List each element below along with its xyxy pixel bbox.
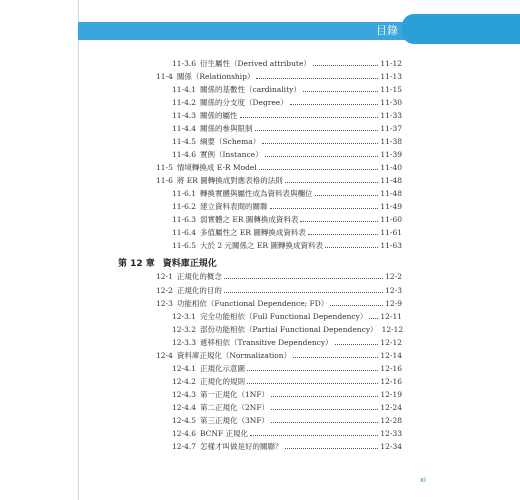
toc-entry[interactable] — [172, 401, 402, 413]
toc-entry[interactable] — [172, 239, 402, 251]
leader-dots — [330, 297, 383, 306]
page-number: 12-14 — [380, 351, 402, 360]
section-number: 11-4 — [156, 72, 173, 81]
section-title: 建立資料表間的關聯 — [200, 202, 268, 211]
toc-entry[interactable] — [172, 122, 402, 134]
toc-entry[interactable] — [172, 323, 402, 335]
leader-dots — [270, 200, 379, 209]
section-number: 12-4.3 — [172, 390, 197, 399]
section-number: 12-4.4 — [172, 403, 197, 412]
leader-dots — [308, 226, 378, 235]
page-number: 11-30 — [380, 98, 402, 107]
section-title: 將 ER 圖轉換成對應表格的法則 — [176, 176, 283, 185]
section-number: 11-6.1 — [172, 189, 197, 198]
leader-dots — [224, 284, 383, 293]
chapter-label: 第 12 章 — [118, 259, 155, 269]
section-title: 資料庫正規化（Normalization） — [176, 351, 292, 360]
section-number: 11-6.3 — [172, 215, 197, 224]
page-number: 11-38 — [380, 137, 402, 146]
section-number: 11-6.2 — [172, 202, 197, 211]
toc-entry[interactable] — [172, 226, 402, 238]
toc-entry[interactable] — [172, 213, 402, 225]
leader-dots — [247, 362, 378, 371]
page-number: 12-11 — [380, 312, 402, 321]
leader-dots — [271, 401, 378, 410]
page-number: 11-61 — [380, 228, 402, 237]
page-number: 12-33 — [380, 429, 402, 438]
leader-dots — [293, 349, 378, 358]
toc-entry[interactable] — [156, 70, 402, 82]
leader-dots — [300, 213, 378, 222]
section-title: 第一正規化（1NF） — [200, 390, 270, 399]
page-number: 12-34 — [380, 442, 402, 451]
leader-dots — [325, 239, 378, 248]
section-title: 綱要（Schema） — [200, 137, 261, 146]
section-title: 正規化的規則 — [200, 377, 246, 386]
page-number: 11-37 — [380, 124, 402, 133]
page-title: 目錄 — [376, 24, 398, 37]
leader-dots — [224, 270, 383, 279]
leader-dots — [335, 336, 379, 345]
section-title: 正規化的目的 — [176, 286, 222, 295]
section-title: 正規化示意圖 — [200, 364, 246, 373]
chapter-title: 資料庫正規化 — [162, 259, 217, 269]
section-number: 12-4.6 — [172, 429, 197, 438]
page-number: 11-33 — [380, 111, 402, 120]
section-number: 11-4.4 — [172, 124, 197, 133]
page-number: 12-16 — [380, 364, 402, 373]
page-number: 12-12 — [381, 325, 404, 334]
section-number: 11-4.3 — [172, 111, 197, 120]
section-number: 12-4.5 — [172, 416, 197, 425]
section-title: 關係的分支度（Degree） — [200, 98, 288, 107]
section-title: 正規化的概念 — [176, 272, 222, 281]
section-number: 12-4.1 — [172, 364, 197, 373]
page-number: 11-63 — [380, 241, 402, 250]
section-number: 12-4.7 — [172, 442, 197, 451]
section-title: 多值屬性之 ER 圖轉換成資料表 — [200, 228, 306, 237]
page-number: 11-13 — [380, 72, 402, 81]
leader-dots — [285, 174, 379, 183]
page-number: 12-3 — [385, 286, 402, 295]
leader-dots — [247, 375, 378, 384]
section-title: 部份功能相依（Partial Functional Dependency） — [200, 325, 378, 334]
toc-entry[interactable] — [172, 187, 402, 199]
toc-entry[interactable] — [172, 135, 402, 147]
toc-entry[interactable] — [172, 148, 402, 160]
toc-entry[interactable] — [172, 375, 402, 387]
leader-dots — [369, 310, 378, 319]
toc-entry[interactable] — [156, 174, 402, 186]
toc-entry[interactable] — [172, 109, 402, 121]
section-title: 關係的屬性 — [200, 111, 238, 120]
leader-dots — [265, 148, 379, 157]
page-number: 11-48 — [380, 189, 402, 198]
leader-dots — [250, 427, 378, 436]
section-title: 實例（Instance） — [200, 150, 263, 159]
section-number: 12-3 — [156, 299, 173, 308]
leader-dots — [271, 388, 378, 397]
leader-dots — [290, 96, 379, 105]
section-title: 怎樣才叫做是好的關聯？ — [200, 442, 283, 451]
page-number: 11-60 — [380, 215, 402, 224]
section-title: 關係的基數性（cardinality） — [200, 85, 301, 94]
toc-entry[interactable] — [156, 349, 402, 361]
section-number: 12-1 — [156, 272, 173, 281]
toc-entry[interactable] — [156, 297, 402, 309]
leader-dots — [240, 109, 379, 118]
toc-entry[interactable] — [172, 83, 402, 95]
toc-entry[interactable] — [172, 388, 402, 400]
page-number: 11-40 — [380, 163, 402, 172]
section-number: 11-4.1 — [172, 85, 197, 94]
section-title: 遞移相依（Transitive Dependency） — [200, 338, 333, 347]
toc-entry[interactable] — [172, 310, 402, 322]
toc-entry[interactable] — [156, 270, 402, 282]
toc-entry[interactable] — [172, 336, 402, 348]
leader-dots — [255, 122, 379, 131]
section-title: 關係的參與限制 — [200, 124, 253, 133]
section-number: 11-6.5 — [172, 241, 197, 250]
section-number: 12-2 — [156, 286, 173, 295]
toc-entry[interactable] — [172, 427, 402, 439]
section-title: 關係（Relationship） — [176, 72, 255, 81]
leader-dots — [315, 187, 379, 196]
section-number: 12-4.2 — [172, 377, 197, 386]
folio: xi — [419, 476, 426, 484]
chapter-heading[interactable] — [118, 257, 217, 271]
page-number: 11-49 — [380, 202, 402, 211]
page-number: 12-12 — [380, 338, 402, 347]
page-number: 12-19 — [380, 390, 402, 399]
section-number: 12-3.2 — [172, 325, 197, 334]
section-title: 大於 2 元關係之 ER 圖轉換成資料表 — [200, 241, 323, 250]
page-number: 12-9 — [385, 299, 402, 308]
section-number: 12-3.1 — [172, 312, 197, 321]
page-number: 11-39 — [380, 150, 402, 159]
section-number: 12-4 — [156, 351, 173, 360]
toc-entry[interactable] — [172, 57, 402, 69]
section-number: 11-4.2 — [172, 98, 197, 107]
leader-dots — [285, 440, 379, 449]
section-title: 功能相依（Functional Dependence; FD） — [176, 299, 329, 308]
page-number: 12-28 — [380, 416, 402, 425]
page-number: 12-16 — [380, 377, 402, 386]
leader-dots — [259, 161, 379, 170]
page-number: 12-24 — [380, 403, 402, 412]
section-title: 情境轉換成 E-R Model — [176, 163, 257, 172]
section-number: 11-6.4 — [172, 228, 197, 237]
leader-dots — [313, 57, 378, 66]
section-title: 完全功能相依（Full Functional Dependency） — [200, 312, 368, 321]
section-number: 11-5 — [156, 163, 173, 172]
page-number: 12-2 — [385, 272, 402, 281]
leader-dots — [303, 83, 379, 92]
section-title: 第二正規化（2NF） — [200, 403, 270, 412]
section-title: 轉換實體與屬性成為資料表與欄位 — [200, 189, 313, 198]
leader-dots — [271, 414, 378, 423]
toc-entry[interactable] — [172, 362, 402, 374]
section-number: 11-6 — [156, 176, 173, 185]
section-title: BCNF 正規化 — [200, 429, 249, 438]
section-title: 弱實體之 ER 圖轉換成資料表 — [200, 215, 299, 224]
toc-entry[interactable] — [156, 284, 402, 296]
leader-dots — [256, 70, 378, 79]
leader-dots — [262, 135, 378, 144]
page-number: 11-15 — [380, 85, 402, 94]
toc-entry[interactable] — [172, 440, 402, 452]
toc-entry[interactable] — [156, 161, 402, 173]
section-number: 12-3.3 — [172, 338, 197, 347]
toc-entry[interactable] — [172, 200, 402, 212]
section-title: 衍生屬性（Derived attribute） — [200, 59, 311, 68]
section-number: 11-3.6 — [172, 59, 197, 68]
page-number: 11-48 — [380, 176, 402, 185]
section-title: 第三正規化（3NF） — [200, 416, 270, 425]
section-number: 11-4.6 — [172, 150, 197, 159]
section-number: 11-4.5 — [172, 137, 197, 146]
page-number: 11-12 — [380, 59, 402, 68]
toc-entry[interactable] — [172, 96, 402, 108]
toc-entry[interactable] — [172, 414, 402, 426]
